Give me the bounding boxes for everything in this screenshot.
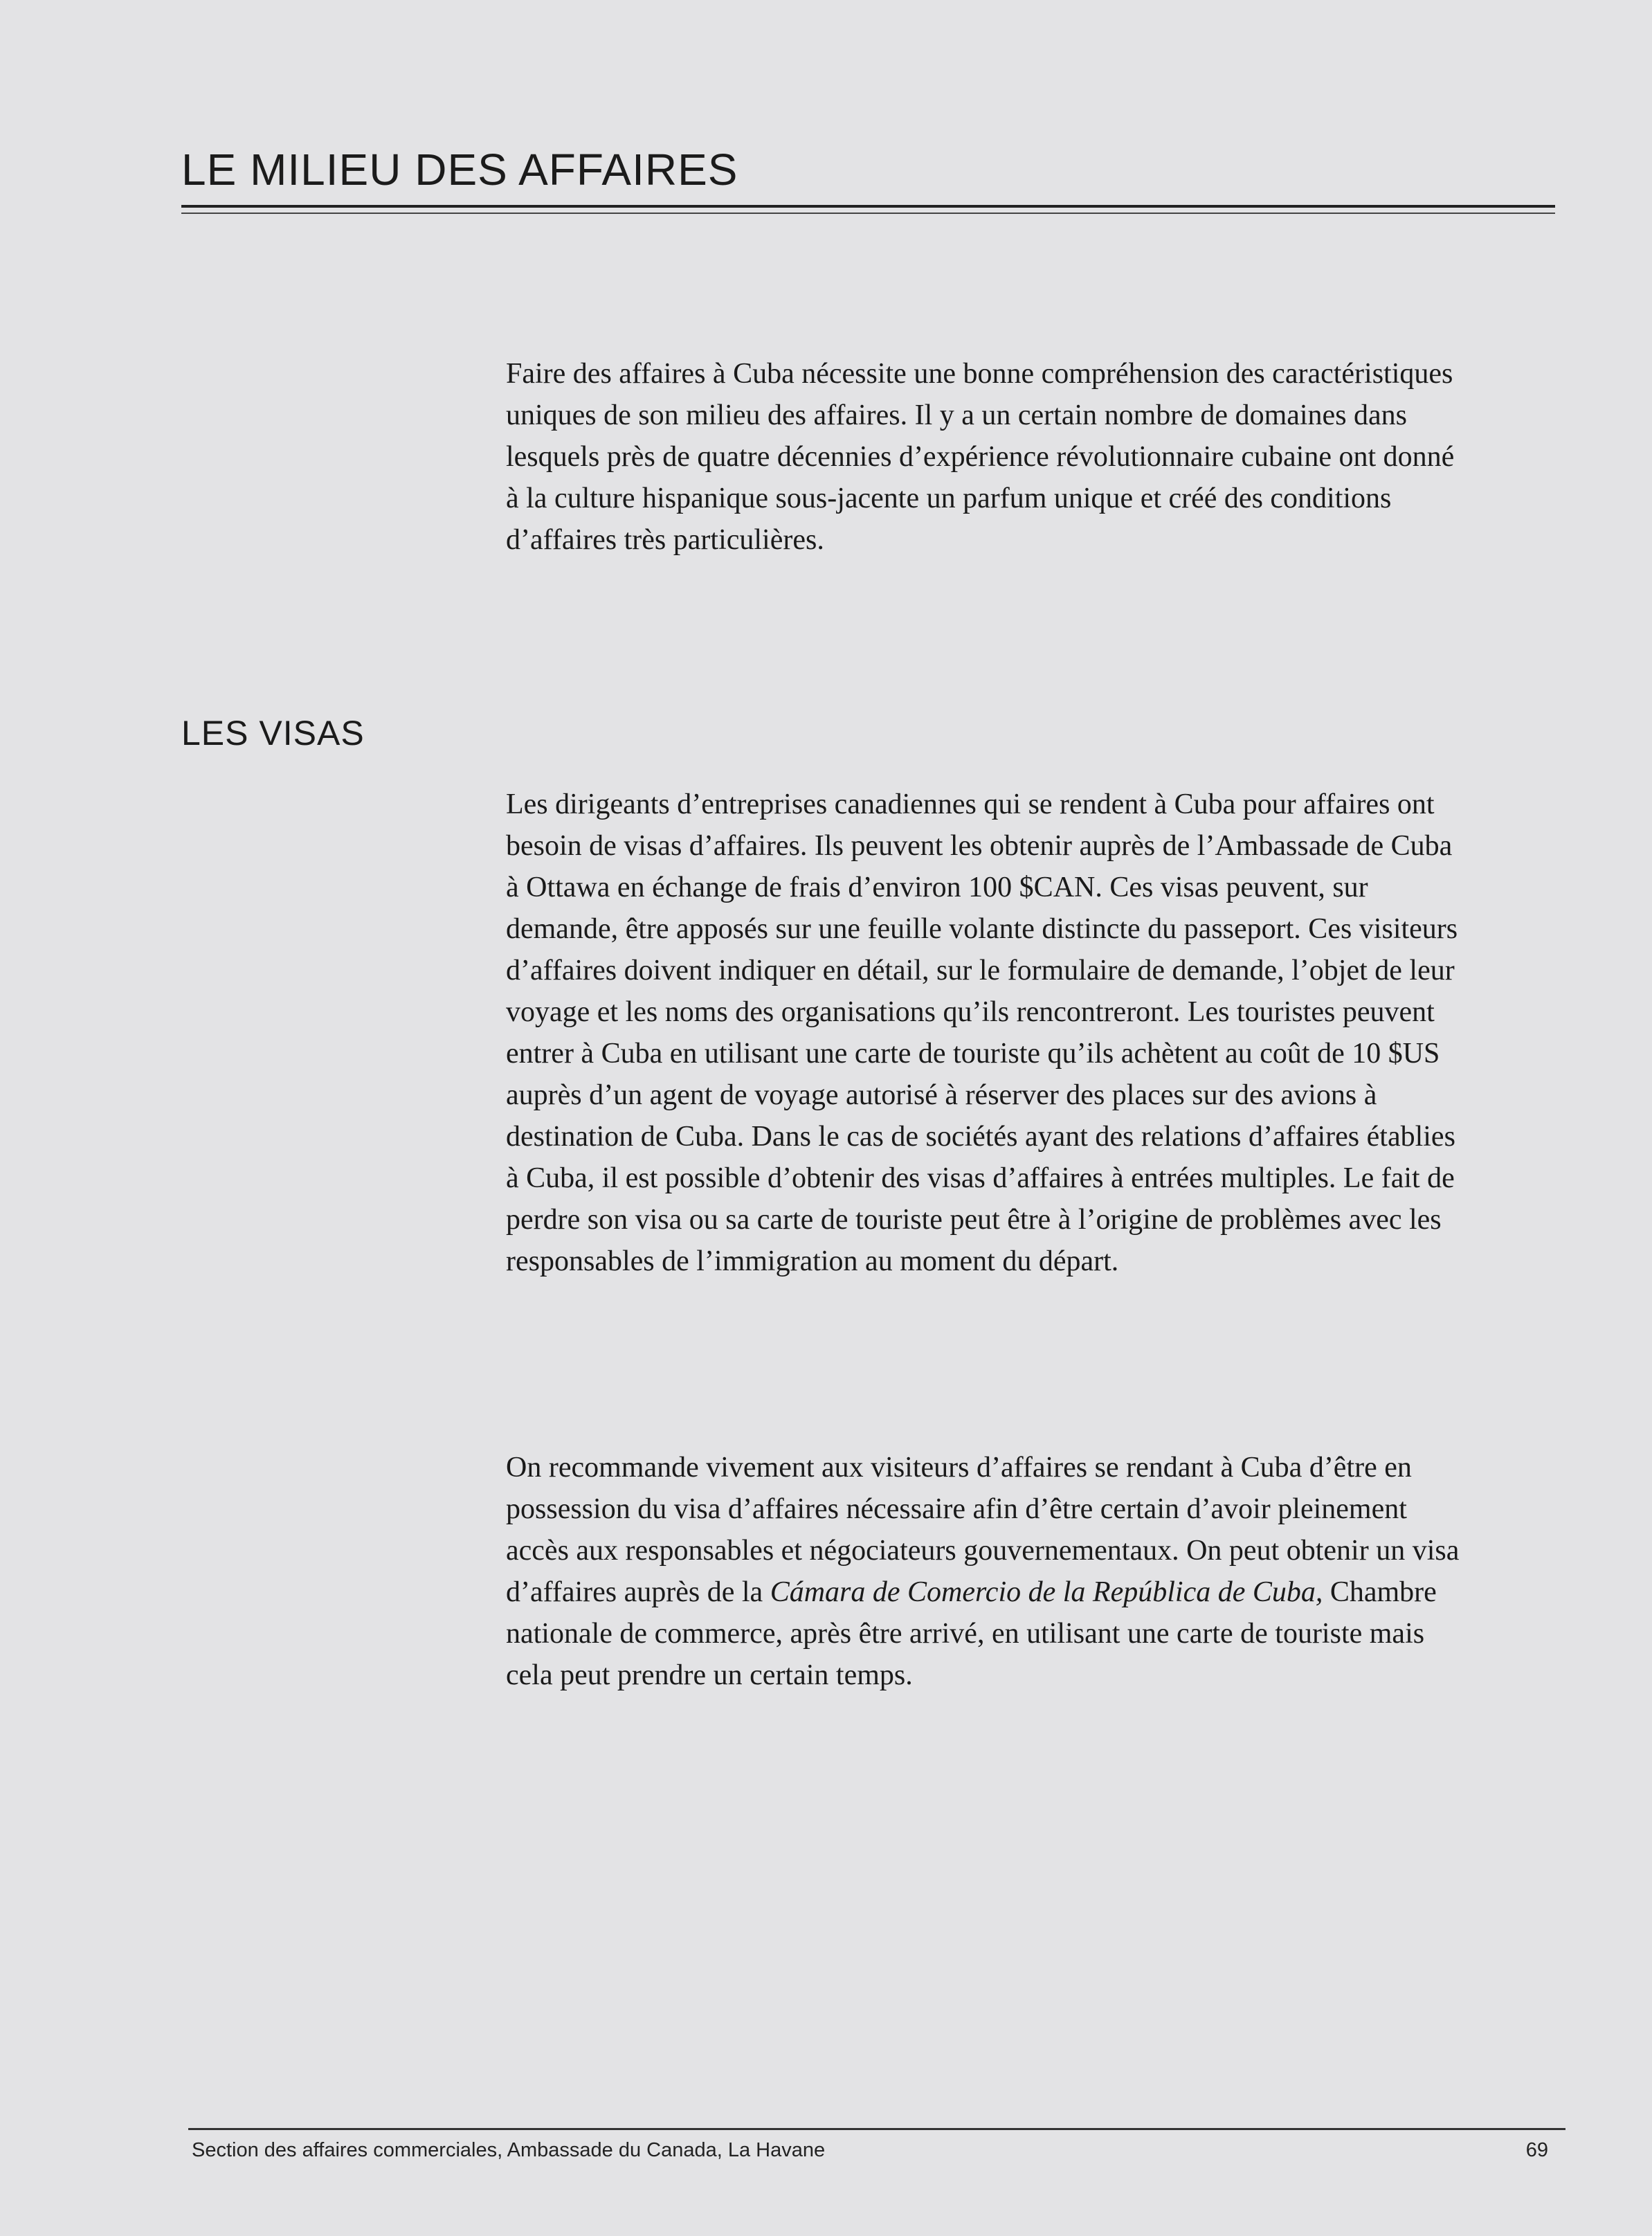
footer-source: Section des affaires commerciales, Ambassade du Canada, La Havane <box>192 2139 826 2161</box>
intro-paragraph: Faire des affaires à Cuba nécessite une bonne compréhension des caractéristiques uniques de son milieu des affaires. Il y a un certain nombre de domaines dans lesquels près de quatre décennies d’expérience révolutionnaire cubaine ont donné à la culture hispanique sous-jacente un parfum unique et créé des conditions d’affaires très particulières. <box>506 358 1455 556</box>
page-number: 69 <box>1525 2139 1548 2161</box>
visas-heading: LES VISAS <box>181 714 365 752</box>
title-rule-thick <box>181 205 1555 208</box>
visas-paragraph-2-end: Chambre nationale de commerce, après être arrivé, en utilisant une carte de touriste mais cela peut prendre un certain temps. <box>506 1576 1437 1691</box>
visas-paragraph-2-start: On recommande vivement aux visiteurs d’affaires se rendant à Cuba d’être en possession du visa d’affaires nécessaire afin d’être certain d’avoir pleinement accès aux responsables et négociateurs gouvernementaux. On peut obtenir un visa d’affaires auprès de la <box>506 1452 1460 1608</box>
footer-rule <box>188 2128 1565 2130</box>
title-rule-thin <box>181 213 1555 214</box>
chamber-name-italic: Cámara de Comercio de la República de Cuba, <box>770 1576 1323 1608</box>
visas-paragraph-1: Les dirigeants d’entreprises canadiennes qui se rendent à Cuba pour affaires ont besoin de visas d’affaires. Ils peuvent les obtenir auprès de l’Ambassade de Cuba à Ottawa en échange de frais d’environ 100 $CAN. Ces visas peuvent, sur demande, être apposés sur une feuille volante distincte du passeport. Ces visiteurs d’affaires doivent indiquer en détail, sur le formulaire de demande, l’objet de leur voyage et les noms des organisations qu’ils rencontreront. Les touristes peuvent entrer à Cuba en utilisant une carte de touriste qu’ils achètent au coût de 10 $US auprès d’un agent de voyage autorisé à réserver des places sur des avions à destination de Cuba. Dans le cas de sociétés ayant des relations d’affaires établies à Cuba, il est possible d’obtenir des visas d’affaires à entrées multiples. Le fait de perdre son visa ou sa carte de touriste peut être à l’origine de problèmes avec les responsables de l’immigration au moment du départ. <box>506 788 1458 1277</box>
page-title: LE MILIEU DES AFFAIRES <box>181 145 738 195</box>
visas-paragraph-2 <box>506 1447 1461 1696</box>
